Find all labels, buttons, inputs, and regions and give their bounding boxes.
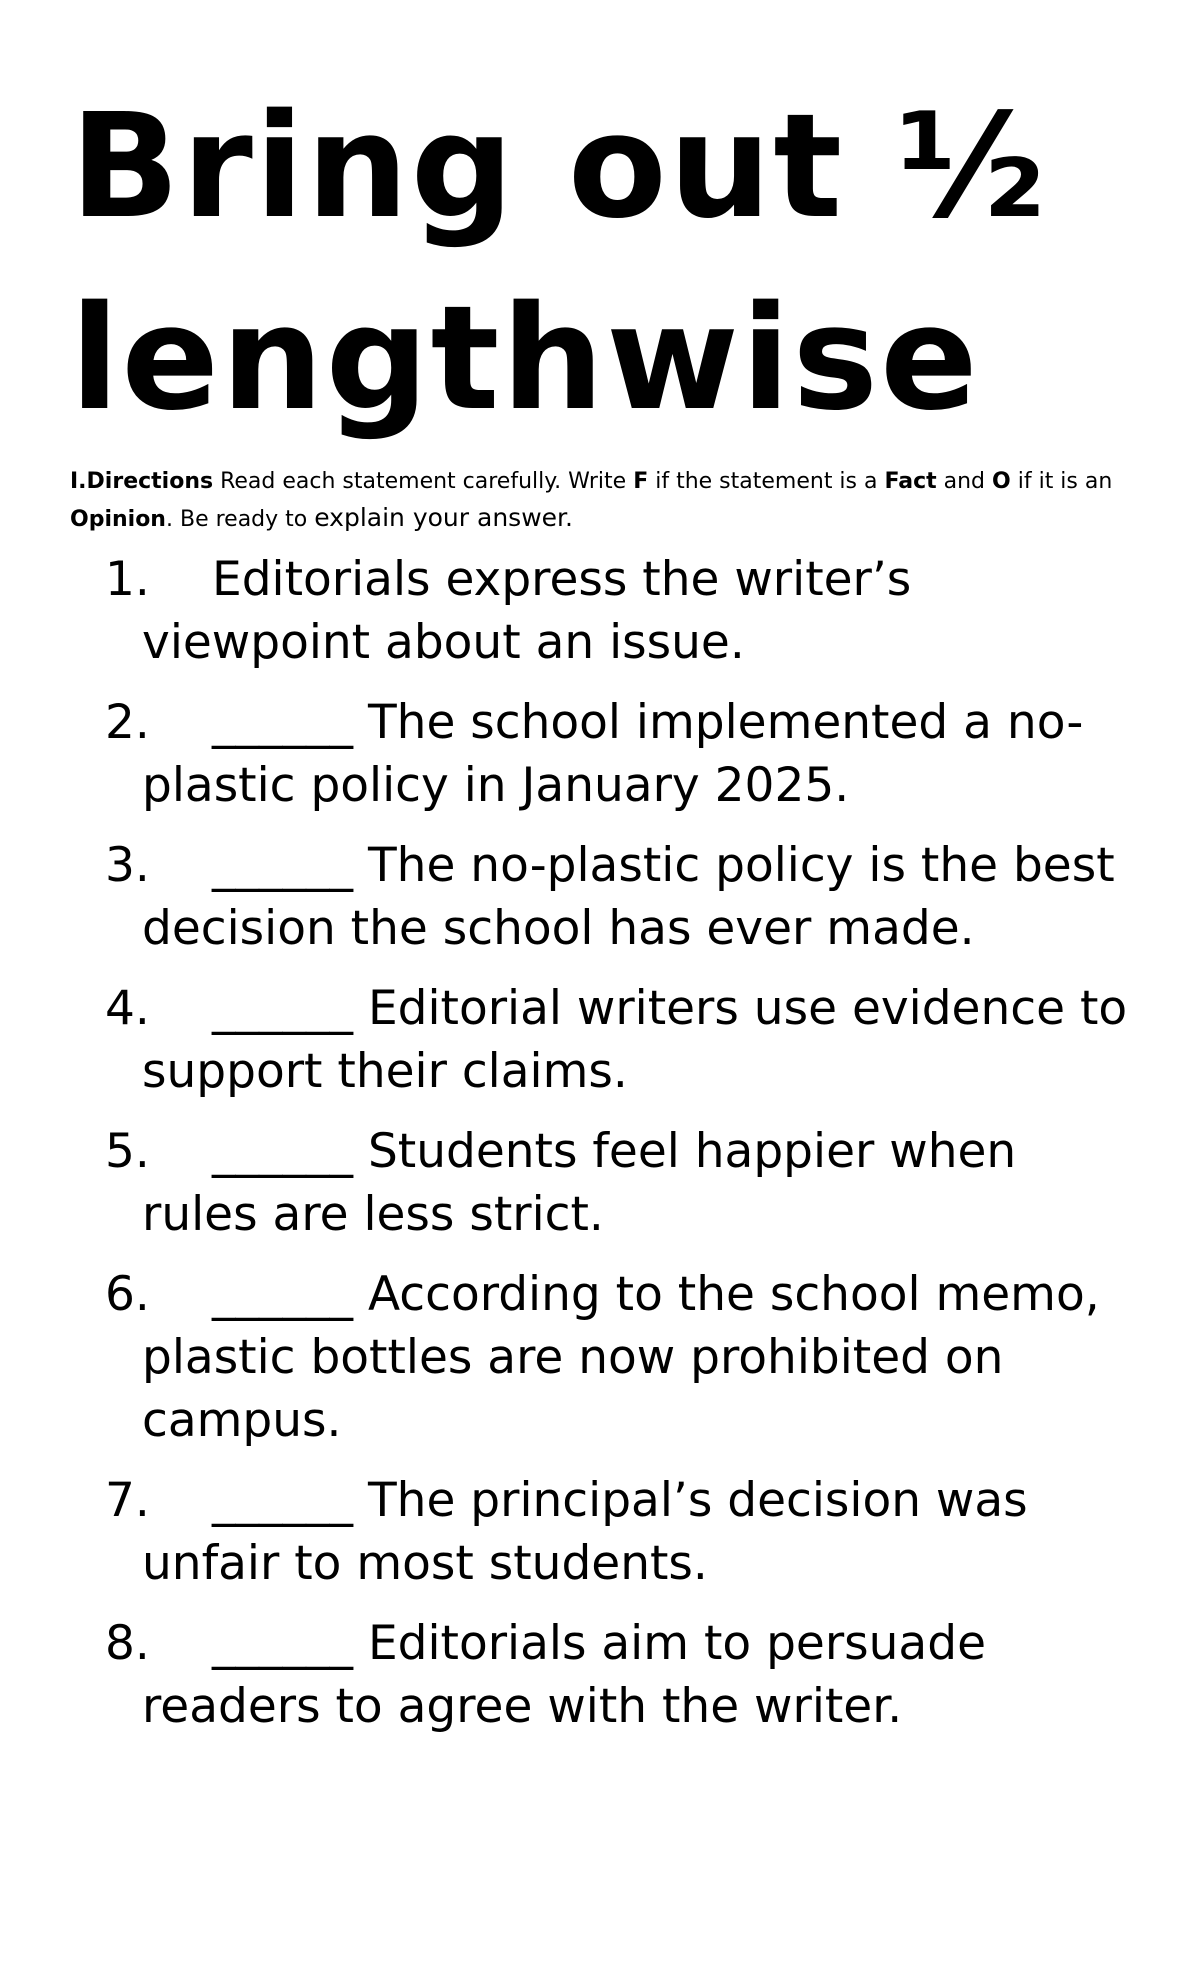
statement-item — [0, 548, 1142, 674]
directions-text: . Be ready to — [165, 507, 315, 532]
statement-number: 1. — [105, 552, 150, 607]
statement-item — [0, 691, 1142, 817]
statement-item — [0, 834, 1142, 960]
statement-number: 2. — [105, 695, 150, 750]
statement-item — [0, 1469, 1142, 1595]
statement-text: ______ The principal’s decision was unfair to most students. — [142, 1473, 1028, 1591]
statement-item — [0, 977, 1142, 1103]
directions-fact-word: Fact — [884, 469, 937, 494]
statement-number: 4. — [105, 981, 150, 1036]
directions-text: Read each statement carefully. Write — [213, 469, 634, 494]
statement-list — [0, 548, 1200, 1755]
directions-text: and — [936, 469, 993, 494]
statement-number: 7. — [105, 1473, 150, 1528]
statement-text: ______ The school implemented a no-plastic policy in January 2025. — [142, 695, 1084, 813]
statement-number: 8. — [105, 1616, 150, 1671]
statement-item — [0, 1612, 1142, 1738]
directions-text: explain your answer. — [314, 503, 573, 532]
statement-text: ______ Editorial writers use evidence to support their claims. — [142, 981, 1128, 1099]
statement-text: ______ The no-plastic policy is the best decision the school has ever made. — [142, 838, 1115, 956]
statement-item — [0, 1120, 1142, 1246]
statement-text: ______ According to the school memo, plastic bottles are now prohibited on campus. — [142, 1267, 1100, 1448]
statement-text: ______ Students feel happier when rules are less strict. — [142, 1124, 1017, 1242]
directions-opinion-letter: O — [992, 469, 1011, 494]
statement-text: Editorials express the writer’s viewpoint about an issue. — [142, 552, 912, 670]
directions-fact-letter: F — [633, 469, 649, 494]
statement-text: ______ Editorials aim to persuade readers to agree with the writer. — [142, 1616, 986, 1734]
statement-number: 6. — [105, 1267, 150, 1322]
statement-item — [0, 1263, 1142, 1452]
statement-number: 5. — [105, 1124, 150, 1179]
directions-text: if the statement is a — [648, 469, 885, 494]
directions-label: I.Directions — [70, 469, 214, 494]
directions-paragraph — [70, 464, 1150, 538]
statement-number: 3. — [105, 838, 150, 893]
directions-text: if it is an — [1010, 469, 1113, 494]
directions-opinion-word: Opinion — [70, 507, 166, 532]
page-title: Bring out ½ lengthwise — [70, 82, 1048, 442]
